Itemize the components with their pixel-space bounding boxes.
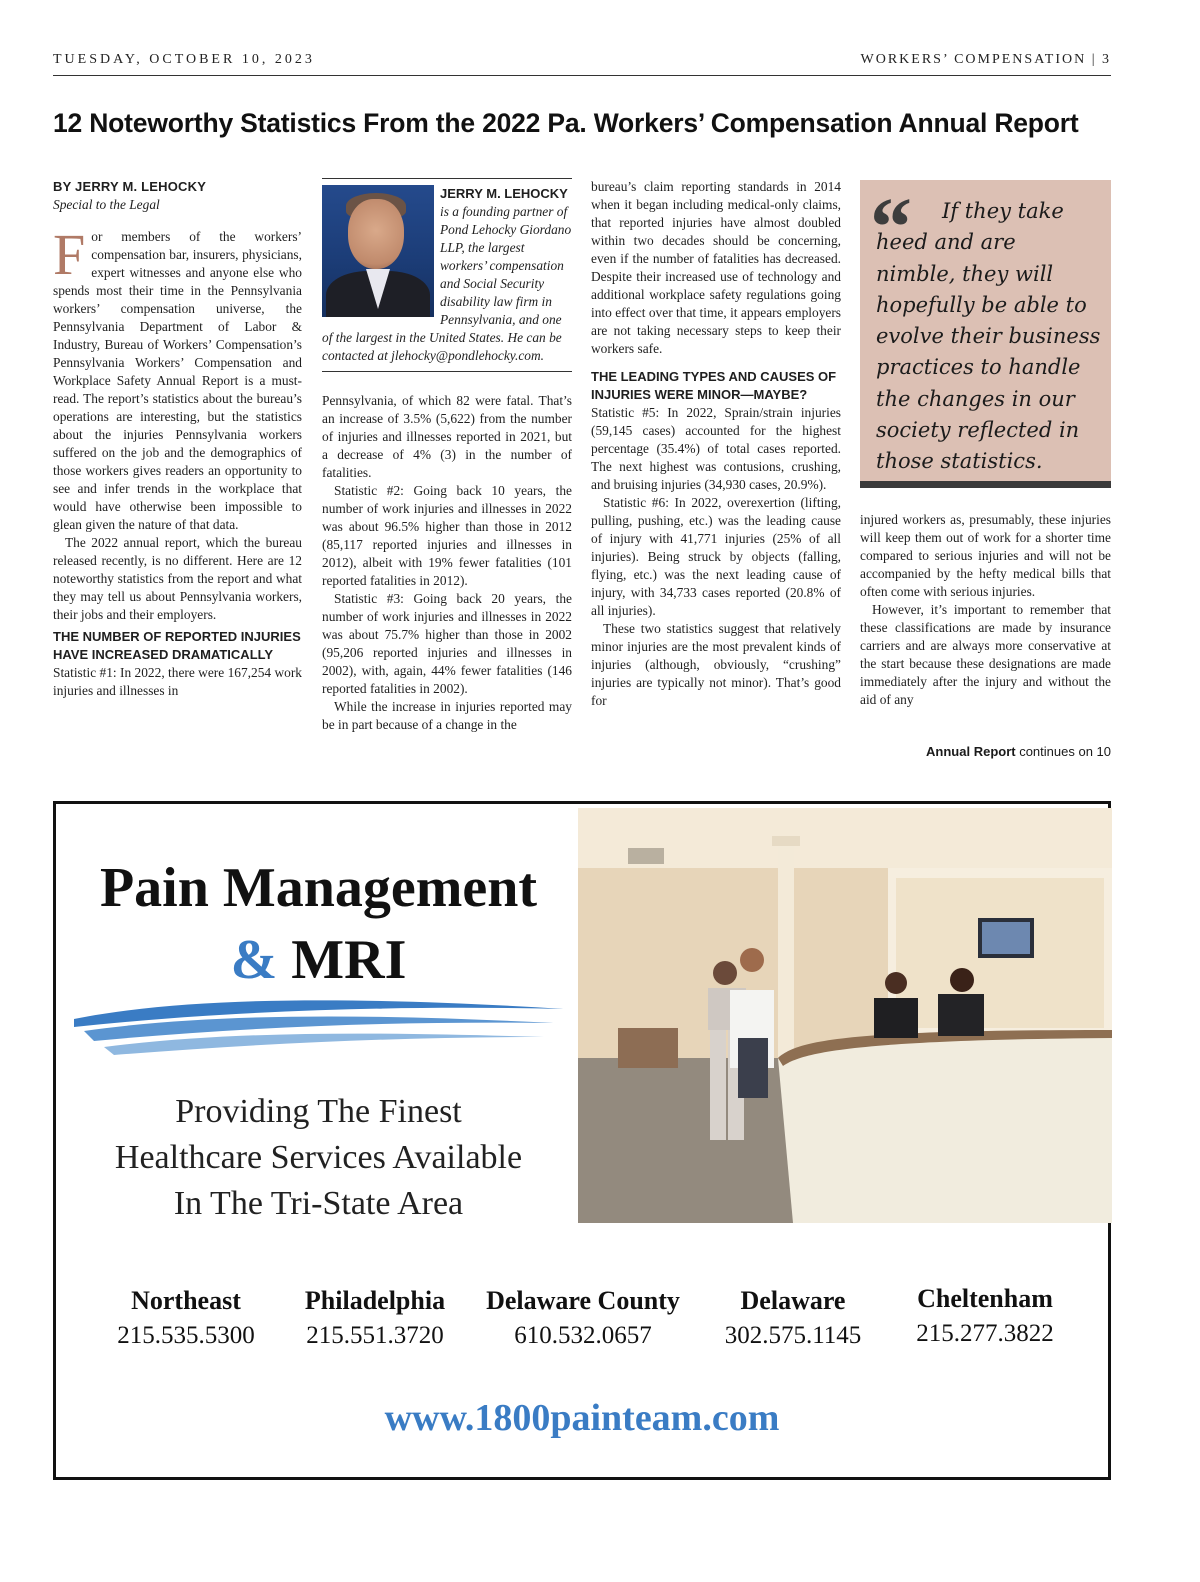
ad-brand-name: Pain Management	[99, 857, 538, 919]
ad-tagline	[56, 1089, 581, 1227]
author-bio	[322, 178, 572, 372]
paragraph-stat-1: Statistic #1: In 2022, there were 167,254 work injuries and illnesses in	[53, 665, 302, 698]
article-column-1	[53, 178, 302, 700]
running-head	[53, 52, 1111, 76]
issue-date: TUESDAY, OCTOBER 10, 2023	[53, 52, 315, 67]
advertisement	[53, 801, 1111, 1480]
office-cheltenham	[902, 1282, 1068, 1352]
jump-title: Annual Report	[926, 744, 1016, 759]
section-page-label: WORKERS’ COMPENSATION | 3	[860, 52, 1111, 67]
intro-paragraph	[53, 222, 302, 534]
author-bio-text: is a founding partner of Pond Lehocky Giordano LLP, the largest workers’ compensation and Social Security disability law firm in Pennsylvania, and one of the largest in the United States. He can be contacted at jlehocky@pondlehocky.com.	[322, 204, 572, 363]
paragraph: While the increase in injuries reported may be in part because of a change in the	[322, 699, 572, 732]
ad-website-link[interactable]: www.1800painteam.com	[384, 1397, 780, 1439]
office-phone: 610.532.0657	[514, 1322, 652, 1349]
tagline-line: Providing The Finest	[175, 1093, 462, 1130]
office-location: Philadelphia	[304, 1286, 446, 1315]
author-photo	[322, 185, 434, 317]
ad-brand-mri: MRI	[291, 929, 407, 991]
office-location: Delaware	[740, 1286, 846, 1315]
office-phone: 215.551.3720	[306, 1322, 444, 1349]
tagline-line: Healthcare Services Available	[114, 1139, 523, 1176]
paragraph: The 2022 annual report, which the bureau released recently, is no different. Here are 12 noteworthy statistics from the report and what they may tell us about Pennsylvania workers, their jobs and their employers.	[53, 535, 302, 622]
byline: BY JERRY M. LEHOCKY	[53, 179, 207, 194]
paragraph: injured workers as, presumably, these injuries will keep them out of work for a shorter time compared to serious injuries and will not be accompanied by the hefty medical bills that often come with serious injuries.	[860, 512, 1111, 599]
office-philadelphia	[292, 1284, 458, 1354]
office-phone: 302.575.1145	[724, 1322, 862, 1349]
pull-quote	[860, 180, 1111, 488]
office-location: Delaware County	[486, 1286, 680, 1315]
ad-brand-name-line2	[56, 928, 581, 992]
byline-affiliation: Special to the Legal	[53, 197, 160, 212]
office-phone: 215.535.5300	[117, 1322, 255, 1349]
office-delaware	[710, 1284, 876, 1354]
author-name: JERRY M. LEHOCKY	[440, 186, 568, 201]
office-location: Northeast	[131, 1286, 241, 1315]
tagline-line: In The Tri-State Area	[173, 1185, 464, 1222]
office-location: Cheltenham	[917, 1284, 1053, 1313]
clinic-reception-photo	[578, 808, 1112, 1223]
subhead-reported-injuries: THE NUMBER OF REPORTED INJURIES HAVE INCREASED DRAMATICALLY	[53, 629, 301, 662]
paragraph: Pennsylvania, of which 82 were fatal. That’s an increase of 3.5% (5,622) from the number of injuries and illnesses reported in 2021, but a decrease of 4% (3) in the number of fatalities.	[322, 393, 572, 480]
paragraph-stat-6: Statistic #6: In 2022, overexertion (lifting, pulling, pushing, etc.) was the leading cause of injury with 41,771 injuries (25% of all injuries). Being struck by objects (falling, flying, etc.) was the next leading cause of injury, with 34,733 cases reported (20.8% of all injuries).	[591, 495, 841, 618]
continued-jump-line	[926, 744, 1111, 759]
paragraph: However, it’s important to remember that these classifications are made by insurance carriers and are always more conservative at the start because these designations are made immediately after the injury and without the aid of any	[860, 602, 1111, 707]
article-column-2	[322, 178, 572, 734]
office-delaware-county	[474, 1284, 692, 1354]
wave-logo-icon	[74, 997, 564, 1059]
paragraph: bureau’s claim reporting standards in 2014 when it began including medical-only claims, that reported injuries have almost doubled within two decades should be concerning, even if the number of fatalities has decreased. Despite their increased use of technology and additional workplace safety regulations going into effect over that time, it appears employers are not taking necessary steps to keep their workers safe.	[591, 179, 841, 356]
drop-cap: F	[53, 222, 86, 287]
article-column-3	[591, 178, 841, 710]
jump-page: continues on 10	[1015, 744, 1111, 759]
ad-ampersand: &	[230, 929, 278, 991]
paragraph: These two statistics suggest that relatively minor injuries are the most prevalent kinds of injuries (although, obviously, “crushing” injuries are typically not minor). That’s good for	[591, 621, 841, 708]
subhead-leading-causes: THE LEADING TYPES AND CAUSES OF INJURIES WERE MINOR—MAYBE?	[591, 369, 837, 402]
office-locations	[56, 1284, 1108, 1354]
quote-mark-icon: “	[870, 181, 912, 274]
article-column-4	[860, 511, 1111, 709]
office-phone: 215.277.3822	[916, 1320, 1054, 1347]
pull-quote-text: If they take heed and are nimble, they will hopefully be able to evolve their business practices to handle the changes in our society reflected in those statistics.	[876, 199, 1101, 474]
paragraph-stat-2: Statistic #2: Going back 10 years, the number of work injuries and illnesses in 2022 was about 96.5% higher than those in 2012 (85,117 reported injuries and illnesses in 2012), albeit with 19% fewer fatalities (101 reported fatalities in 2012).	[322, 483, 572, 588]
article-headline: 12 Noteworthy Statistics From the 2022 Pa. Workers’ Compensation Annual Report	[53, 108, 1079, 138]
paragraph-stat-3: Statistic #3: Going back 20 years, the number of work injuries and illnesses in 2022 was about 75.7% higher than those in 2002 (95,206 reported injuries and illnesses in 2002), with, again, 44% fewer fatalities (146 reported fatalities in 2002).	[322, 591, 572, 696]
office-northeast	[106, 1284, 266, 1354]
intro-text: or members of the workers’ compensation bar, insurers, physicians, expert witnesses and anyone else who spends most their time in the Pennsylvania workers’ compensation universe, the Pennsylvania Department of Labor & Industry, Bureau of Workers’ Compensation’s Pennsylvania Workers’ Compensation and Workplace Safety Annual Report is a must-read. The report’s statistics about the bureau’s operations are interesting, but the statistics about the injuries Pennsylvania workers suffered on the job and the demographics of those workers gives readers an opportunity to see and infer trends in the workplace that would have otherwise been impossible to glean given the nature of that data.	[53, 229, 302, 532]
paragraph-stat-5: Statistic #5: In 2022, Sprain/strain injuries (59,145 cases) accounted for the highest percentage (35.4%) of total cases reported. The next highest was contusions, crushing, and bruising injuries (34,930 cases, 20.9%).	[591, 405, 841, 492]
